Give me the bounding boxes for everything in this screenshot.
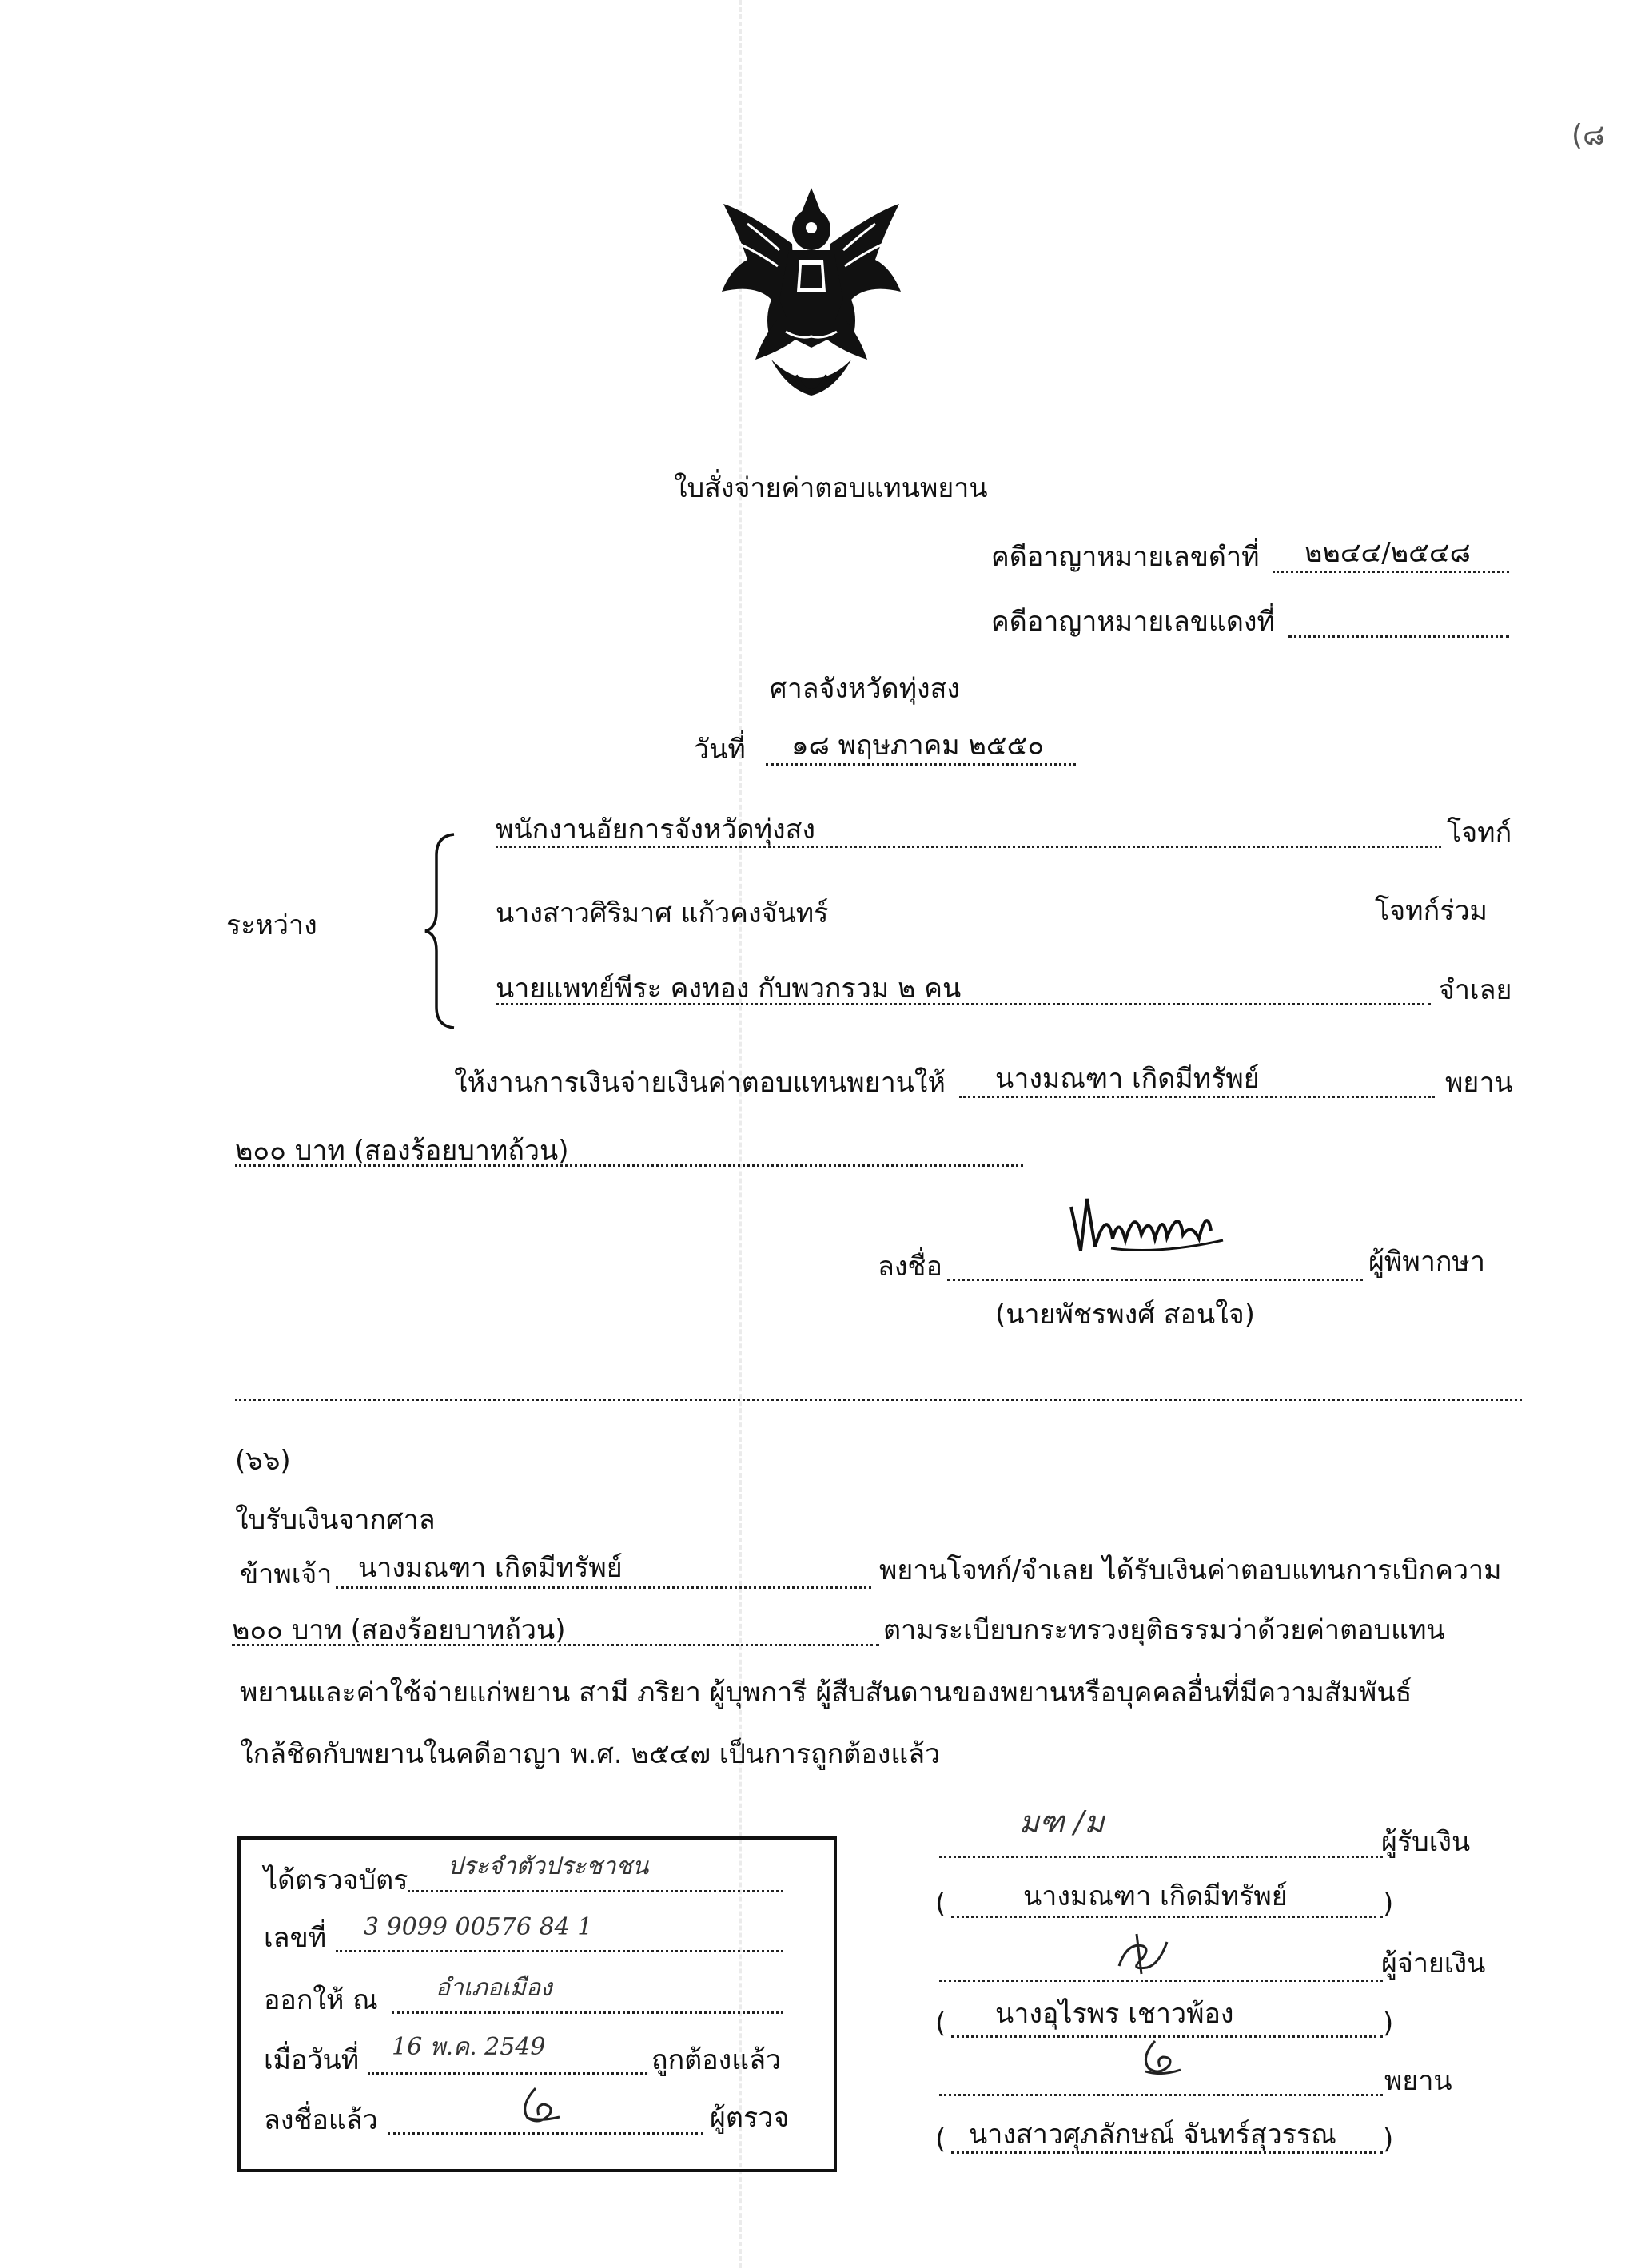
order-witness-name: นางมณฑา เกิดมีทรัพย์ [995,1063,1260,1095]
id-issued-value: อำเภอเมือง [436,1974,552,2002]
judge-name: (นายพัชรพงศ์ สอนใจ) [995,1299,1255,1331]
co-plaintiff-role: โจทก์ร่วม [1375,895,1488,927]
receipt-line4: ใกล้ชิดกับพยานในคดีอาญา พ.ศ. ๒๕๔๗ เป็นการถูกต้องแล้ว [240,1738,941,1770]
receiver-scrawl: มฑ /ม [1019,1804,1105,1840]
between-label: ระหว่าง [226,909,317,941]
date-dotline [766,763,1076,766]
inspector-signature [504,2082,568,2130]
witness-open-paren: ( [935,2123,946,2155]
black-case-dotline [1273,571,1509,573]
payer-role: ผู้จ่ายเงิน [1381,1948,1486,1980]
section-separator [235,1399,1522,1401]
sign-label: ลงชื่อ [878,1251,942,1283]
payer-signature [1103,1926,1175,1982]
order-amount-dotline [235,1164,1023,1167]
id-card-dotline [408,1890,783,1892]
receipt-line1-tail: พยานโจทก์/จำเลย ได้รับเงินค่าตอบแทนการเบิกความ [879,1554,1502,1586]
payer-dotline [939,1980,1383,1982]
form-title: ใบสั่งจ่ายค่าตอบแทนพยาน [674,472,988,504]
judge-signature [1063,1191,1255,1271]
plaintiff-dotline [496,846,1441,848]
payer-open-paren: ( [935,2007,946,2039]
plaintiff-role: โจทก์ [1447,817,1512,849]
inspector-role: ผู้ตรวจ [710,2102,790,2134]
receiver-open-paren: ( [935,1888,946,1920]
payer-close-paren: ) [1383,2007,1394,2039]
payer-name: นางอุไรพร เชาวพ้อง [995,1998,1234,2030]
inspector-sign-dotline [388,2132,703,2135]
black-case-label: คดีอาญาหมายเลขดำที่ [991,541,1260,573]
id-issued-label: ออกให้ ณ [264,1984,378,2016]
receiver-name-dotline [951,1916,1383,1918]
id-issued-dotline [392,2011,783,2014]
co-plaintiff-name: นางสาวศิริมาศ แก้วคงจันทร์ [496,897,829,929]
id-card-value: ประจำตัวประชาชน [448,1852,649,1880]
date-label: วันที่ [694,734,746,766]
witness-signature [1131,2036,1187,2084]
defendant-name: นายแพทย์พีระ คงทอง กับพวกรวม ๒ คน [496,973,962,1005]
page-mark: (๘ [1571,119,1605,152]
id-date-ok: ถูกต้องแล้ว [651,2044,782,2076]
party-brace [422,831,459,1031]
receiver-close-paren: ) [1383,1888,1394,1920]
judge-sign-dotline [947,1279,1363,1281]
garuda-emblem [715,180,907,412]
witness-name: นางสาวศุภลักษณ์ จันทร์สุวรรณ [969,2119,1336,2151]
id-card-label: ได้ตรวจบัตร [264,1864,408,1896]
receipt-payee-name: นางมณฑา เกิดมีทรัพย์ [358,1552,623,1584]
id-date-label: เมื่อวันที่ [264,2044,360,2076]
id-number-value: 3 9099 00576 84 1 [364,1913,593,1941]
defendant-role: จำเลย [1439,974,1512,1006]
order-witness-label: พยาน [1445,1067,1513,1099]
receipt-i-label: ข้าพเจ้า [240,1558,333,1590]
id-date-dotline [368,2072,647,2075]
receipt-amount: ๒๐๐ บาท (สองร้อยบาทถ้วน) [232,1614,566,1646]
witness-role: พยาน [1384,2065,1452,2097]
witness-dotline [939,2094,1383,2096]
receipt-form-number: (๖๖) [235,1445,291,1477]
receipt-line3: พยานและค่าใช้จ่ายแก่พยาน สามี ภริยา ผู้บุพการี ผู้สืบสันดานของพยานหรือบุคคลอื่นที่มีความสัมพันธ์ [240,1677,1412,1709]
id-date-value: 16 พ.ค. 2549 [392,2033,546,2061]
order-text: ให้งานการเงินจ่ายเงินค่าตอบแทนพยานให้ [454,1067,946,1099]
court-name: ศาลจังหวัดทุ่งสง [770,673,960,705]
judge-role: ผู้พิพากษา [1368,1246,1485,1278]
receiver-dotline [939,1856,1383,1858]
receipt-title: ใบรับเงินจากศาล [235,1504,436,1536]
red-case-label: คดีอาญาหมายเลขแดงที่ [991,606,1275,638]
order-witness-dotline [959,1096,1435,1098]
black-case-value: ๒๒๔๔/๒๕๔๘ [1304,537,1471,569]
witness-name-dotline [951,2151,1383,2154]
receipt-amount-dotline [232,1644,879,1646]
id-number-dotline [336,1950,783,1952]
witness-close-paren: ) [1383,2123,1394,2155]
receiver-name: นางมณฑา เกิดมีทรัพย์ [1023,1880,1288,1912]
red-case-dotline [1288,635,1509,638]
receipt-payee-dotline [336,1586,871,1589]
inspector-signed-label: ลงชื่อแล้ว [264,2104,378,2136]
order-amount: ๒๐๐ บาท (สองร้อยบาทถ้วน) [235,1135,569,1167]
id-number-label: เลขที่ [264,1922,327,1954]
receiver-role: ผู้รับเงิน [1381,1826,1471,1858]
receipt-line2-tail: ตามระเบียบกระทรวงยุติธรรมว่าด้วยค่าตอบแทน [883,1614,1445,1646]
plaintiff-name: พนักงานอัยการจังหวัดทุ่งสง [496,814,815,846]
date-value: ๑๘ พฤษภาคม ๒๕๕๐ [791,730,1045,762]
defendant-dotline [496,1003,1431,1005]
